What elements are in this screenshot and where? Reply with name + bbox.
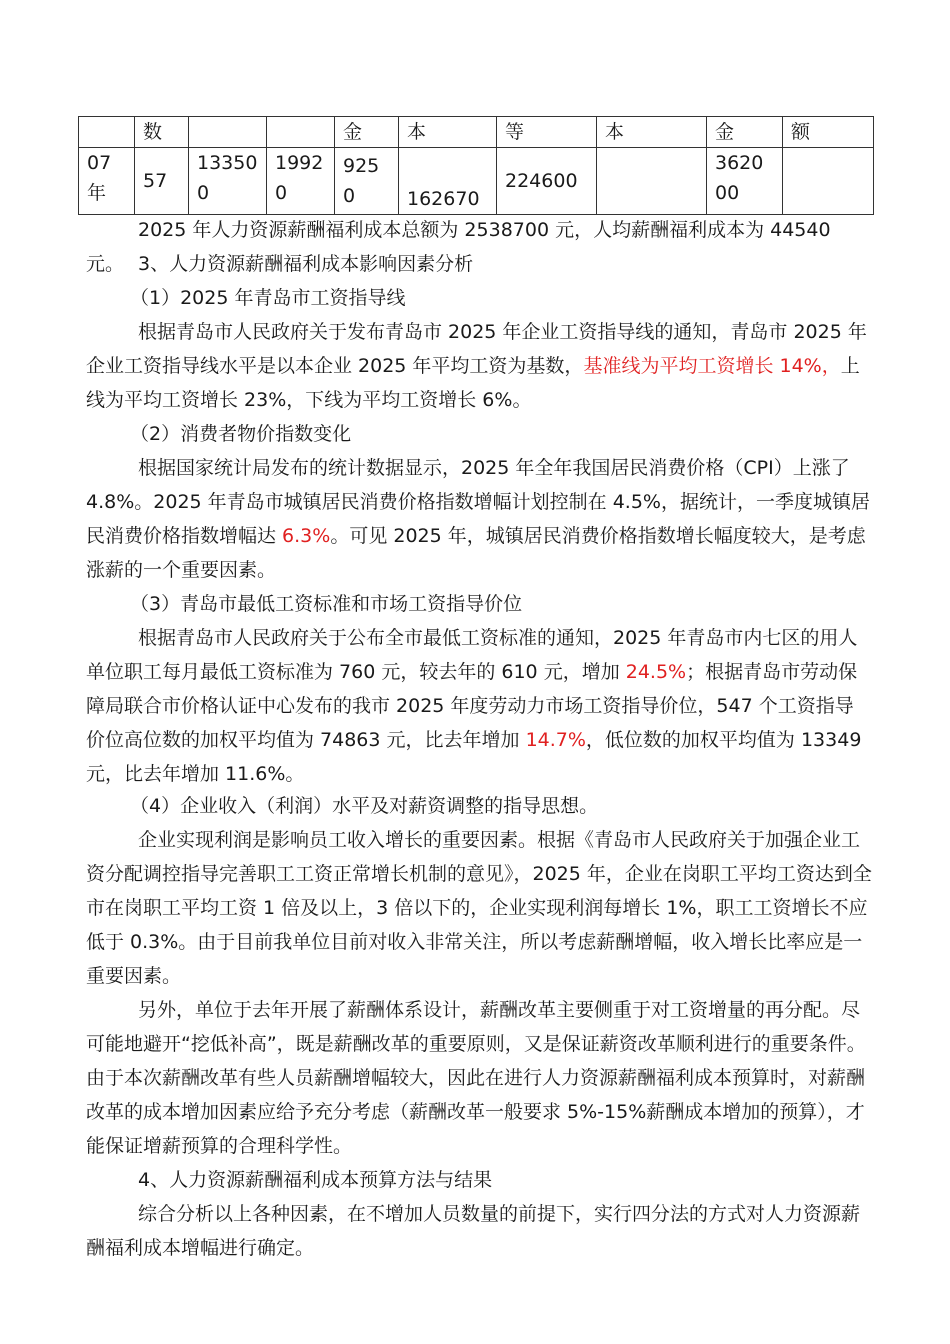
table-cell: 19920 [267, 148, 335, 215]
table-cell: 额 [783, 117, 874, 148]
table-cell: 本 [399, 117, 497, 148]
table-cell: 224600 [497, 148, 597, 215]
table-cell [189, 117, 267, 148]
table-cell [783, 148, 874, 215]
table-header-row [79, 117, 874, 148]
section-heading-4: 4、人力资源薪酬福利成本预算方法与结果 [138, 1169, 493, 1191]
table-cell: 162670 [399, 148, 497, 215]
cost-table [78, 116, 874, 215]
paragraph-budget-method: 综合分析以上各种因素，在不增加人员数量的前提下，实行四分法的方式对人力资源薪酬福利成本增幅进行确定。 [86, 1203, 861, 1259]
paragraph-salary-reform: 另外，单位于去年开展了薪酬体系设计，薪酬改革主要侧重于对工资增量的再分配。尽可能地避开“挖低补高”，既是薪酬改革的重要原则，又是保证薪资改革顺利进行的重要条件。由于本次薪酬改革有些人员薪酬增幅较大，因此在进行人力资源薪酬福利成本预算时，对薪酬改革的成本增加因素应给予充分考虑（薪酬改革一般要求 5%-15%薪酬成本增加的预算），才能保证增薪预算的合理科学性。 [86, 999, 866, 1157]
highlight-text: 6.3% [282, 525, 331, 547]
table-cell: 金 [335, 117, 399, 148]
text-span: 根据国家统计局发布的统计数据显示，2025 年全年我国居民消费价格（CPI）上涨了 4.8%。2025 年青岛市城镇居民消费价格指数增幅计划控制在 4.5%，据统计，一季度城镇居民消费价格指数增幅达 [86, 457, 870, 547]
subheading-enterprise-income: （4）企业收入（利润）水平及对薪资调整的指导思想。 [130, 795, 599, 817]
highlight-text: 24.5% [625, 661, 687, 683]
paragraph-wage-guideline [86, 315, 872, 417]
text-span: ；根据青岛市劳动保障局联合市价格认证中心发布的我市 2025 年度劳动力市场工资指导价位，547 个工资指导价位高位数的加权平均值为 74863 元，比去年增加 [86, 661, 858, 751]
table-cell: 9250 [335, 148, 399, 215]
text-span: 根据青岛市人民政府关于公布全市最低工资标准的通知，2025 年青岛市内七区的用人单位职工每月最低工资标准为 760 元，较去年的 610 元，增加 [86, 627, 858, 683]
text-span: 上线为平均工资增长 23%，下线为平均工资增长 6%。 [86, 355, 860, 411]
subheading-wage-guideline: （1）2025 年青岛市工资指导线 [130, 287, 406, 309]
text-span: ，低位数的加权平均值为 13349 元，比去年增加 11.6%。 [86, 729, 868, 785]
table-cell: 数 [135, 117, 189, 148]
paragraph-cpi [86, 451, 872, 587]
table-cell: 57 [135, 148, 189, 215]
table-row [79, 148, 874, 215]
table-cell-year: 07 年 [79, 148, 135, 215]
table-cell [597, 148, 707, 215]
table-cell: 本 [597, 117, 707, 148]
text-span: 根据青岛市人民政府关于发布青岛市 2025 年企业工资指导线的通知，青岛市 2025 年企业工资指导线水平是以本企业 2025 年平均工资为基数， [86, 321, 867, 377]
table-cell: 362000 [707, 148, 783, 215]
table-cell [267, 117, 335, 148]
highlight-text: 14.7% [525, 729, 586, 751]
paragraph-min-wage [86, 621, 872, 791]
table-cell [79, 117, 135, 148]
table-cell: 金 [707, 117, 783, 148]
section-heading-3: 3、人力资源薪酬福利成本影响因素分析 [138, 253, 474, 275]
table-cell: 133500 [189, 148, 267, 215]
subheading-min-wage: （3）青岛市最低工资标准和市场工资指导价位 [130, 593, 523, 615]
table-cell: 等 [497, 117, 597, 148]
highlight-text: 基准线为平均工资增长 14%， [583, 355, 841, 377]
paragraph-enterprise-profit: 企业实现利润是影响员工收入增长的重要因素。根据《青岛市人民政府关于加强企业工资分配调控指导完善职工工资正常增长机制的意见》，2025 年，企业在岗职工平均工资达到全市在岗职工平均工资 1 倍及以上，3 倍以下的，企业实现利润每增长 1%，职工工资增长不应低于 0.3%。由于目前我单位目前对收入非常关注，所以考虑薪酬增幅，收入增长比率应是一重要因素。 [86, 829, 872, 987]
paragraph-total-cost: 2025 年人力资源薪酬福利成本总额为 2538700 元，人均薪酬福利成本为 44540 元。 [86, 219, 837, 275]
text-span: 。可见 2025 年，城镇居民消费价格指数增长幅度较大，是考虑涨薪的一个重要因素。 [86, 525, 866, 581]
subheading-cpi: （2）消费者物价指数变化 [130, 423, 352, 445]
